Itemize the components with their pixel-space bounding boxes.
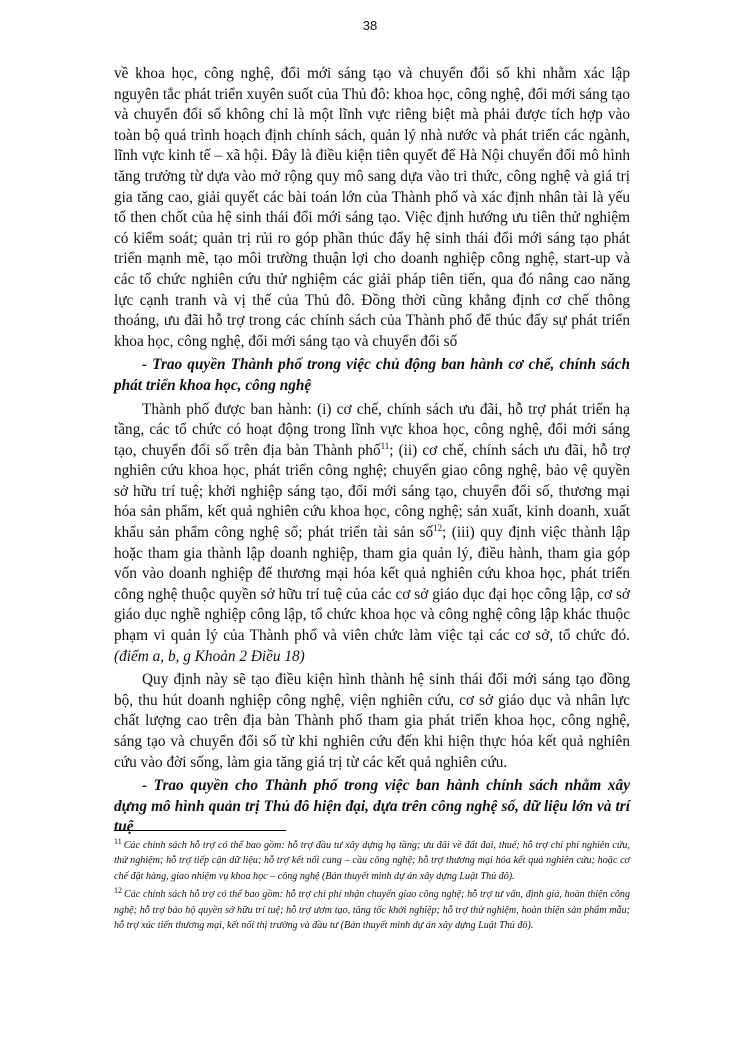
section-heading-science-policy: - Trao quyền Thành phố trong việc chủ động ban hành cơ chế, chính sách phát triển khoa học, công nghệ	[114, 356, 630, 394]
paragraph-authority-part-2: ; (ii) cơ chế, chính sách ưu đãi, hỗ trợ nghiên cứu khoa học, phát triển công nghệ; chuyển giao công nghệ, bảo vệ quyền sở hữu trí tuệ; khởi nghiệp sáng tạo, đổi mới sáng tạo, chuyển đổi số, thương mại hóa sản phẩm, kết quả nghiên cứu khoa học, công nghệ; sản xuất, kinh doanh, xuất khẩu sản phẩm công nghệ số; phát triển tài sản số	[114, 441, 630, 542]
footnote-ref-11[interactable]: 11	[380, 440, 390, 451]
footnote-12	[114, 887, 630, 933]
paragraph-authority	[114, 400, 630, 668]
footnotes	[114, 838, 630, 936]
section-heading-governance: - Trao quyền cho Thành phố trong việc ban hành chính sách nhằm xây dựng mô hình quản trị Thủ đô hiện đại, dựa trên công nghệ số, dữ liệu lớn và trí tuệ	[114, 777, 630, 836]
paragraph-continuation: về khoa học, công nghệ, đổi mới sáng tạo và chuyển đổi số khi nhằm xác lập nguyên tắc phát triển xuyên suốt của Thủ đô: khoa học, công nghệ, đổi mới sáng tạo và chuyển đổi số không chỉ là một lĩnh vực riêng biệt mà phải được tích hợp vào toàn bộ quá trình hoạch định chính sách, quản lý nhà nước và phát triển các ngành, lĩnh vực kinh tế – xã hội. Đây là điều kiện tiên quyết để Hà Nội chuyển đổi mô hình tăng trưởng từ dựa vào mở rộng quy mô sang dựa vào tri thức, công nghệ và giá trị gia tăng cao, giải quyết các bài toán lớn của Thành phố và xác định nhân tài là yếu tố then chốt của hệ sinh thái đổi mới sáng tạo. Việc định hướng ưu tiên thử nghiệm có kiểm soát; quản trị rủi ro góp phần thúc đẩy hệ sinh thái đổi mới sáng tạo phát triển mạnh mẽ, tạo môi trường thuận lợi cho doanh nghiệp công nghệ, start-up và các tổ chức nghiên cứu thử nghiệm các giải pháp tiên tiến, qua đó nâng cao năng lực cạnh tranh và vị thế của Thủ đô. Đồng thời cũng khẳng định cơ chế thông thoáng, ưu đãi hỗ trợ trong các chính sách của Thành phố để thúc đẩy sự phát triển khoa học, công nghệ, đổi mới sáng tạo và chuyển đổi số	[114, 65, 630, 350]
footnote-11	[114, 838, 630, 884]
paragraph-authority-part-1: Thành phố được ban hành: (i) cơ chế, chính sách ưu đãi, hỗ trợ phát triển hạ tầng, các tổ chức có hoạt động trong lĩnh vực khoa học, công nghệ, đổi mới sáng tạo, chuyển đổi số trên địa bàn Thành phố	[114, 400, 630, 459]
paragraph-authority-part-3: ; (iii) quy định việc thành lập hoặc tham gia thành lập doanh nghiệp, tham gia quản lý, điều hành, tham gia góp vốn vào doanh nghiệp để thương mại hóa kết quả nghiên cứu khoa học, phát triển công nghệ thuộc quyền sở hữu trí tuệ của các cơ sở giáo dục đại học công lập, cơ sở giáo dục nghề nghiệp công lập, tổ chức khoa học và công nghệ công lập khác thuộc phạm vi quản lý của Thành phố và viên chức làm việc tại các cơ sở, tổ chức đó.	[114, 524, 630, 645]
footnote-divider	[114, 830, 286, 831]
paragraph-ecosystem: Quy định này sẽ tạo điều kiện hình thành hệ sinh thái đổi mới sáng tạo đồng bộ, thu hút doanh nghiệp công nghệ, viện nghiên cứu, cơ sở giáo dục và nhân lực chất lượng cao trên địa bàn Thành phố tham gia phát triển khoa học, công nghệ, sáng tạo và chuyển đổi số từ khi nghiên cứu đến khi hiện thực hóa kết quả nghiên cứu vào đời sống, làm gia tăng giá trị từ các kết quả nghiên cứu.	[114, 671, 630, 771]
page-number: 38	[362, 18, 378, 33]
footnote-text: Các chính sách hỗ trợ có thể bao gồm: hỗ trợ đầu tư xây dựng hạ tầng; ưu đãi về đất đai, thuế; hỗ trợ chi phí nghiên cứu, thử nghiệm; hỗ trợ tiếp cận dữ liệu; hỗ trợ kết nối cung – cầu công nghệ; hỗ trợ thương mại hóa kết quả nghiên cứu; hoặc cơ chế đặt hàng, giao nhiệm vụ khoa học – công nghệ (Bản thuyết minh dự án xây dựng Luật Thủ đô).	[114, 840, 630, 882]
main-content	[114, 64, 630, 838]
footnote-number: 12	[114, 885, 122, 895]
footnote-ref-12[interactable]: 12	[433, 522, 443, 533]
footnote-text: Các chính sách hỗ trợ có thể bao gồm: hỗ trợ chi phí nhận chuyển giao công nghệ; hỗ trợ tư vấn, định giá, hoàn thiện công nghệ; hỗ trợ bảo hộ quyền sở hữu trí tuệ; hỗ trợ ươm tạo, tăng tốc khởi nghiệp; hỗ trợ thử nghiệm, hoàn thiện sản phẩm mẫu; hỗ trợ xúc tiến thương mại, kết nối thị trường và đầu tư (Bản thuyết minh dự án xây dựng Luật Thủ đô).	[114, 889, 630, 932]
legal-reference: (điểm a, b, g Khoản 2 Điều 18)	[114, 647, 305, 665]
footnote-number: 11	[114, 836, 122, 846]
